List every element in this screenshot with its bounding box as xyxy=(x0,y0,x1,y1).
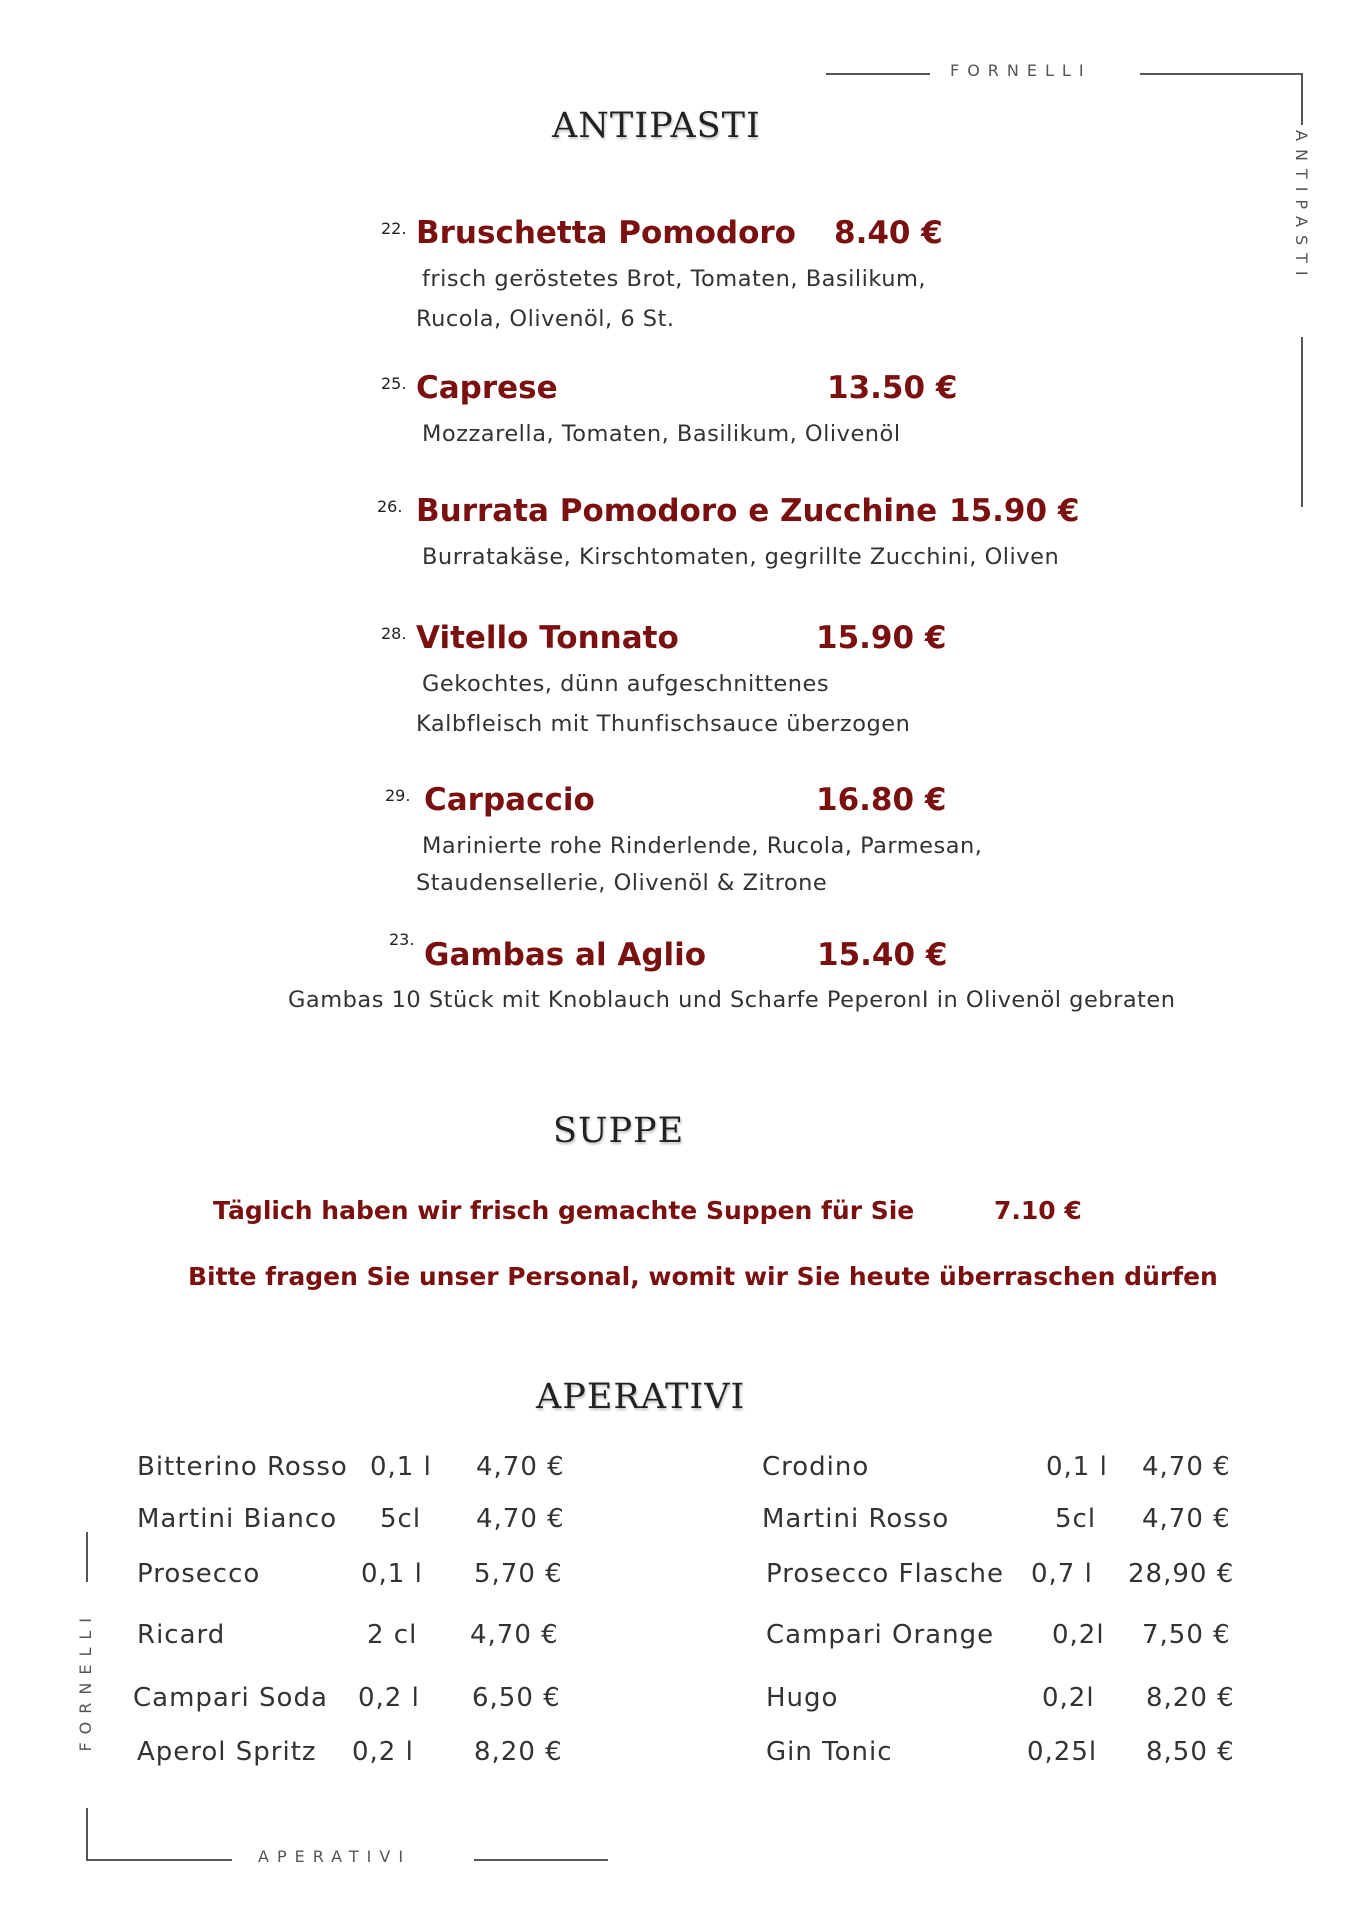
frame-top-label: FORNELLI xyxy=(950,61,1092,80)
aperitif-price: 4,70 € xyxy=(476,1452,565,1482)
frame-bottom-line-left xyxy=(86,1859,232,1861)
aperitif-name: Prosecco xyxy=(137,1559,261,1589)
dish-number: 23. xyxy=(389,930,415,949)
dish-name: Caprese xyxy=(416,370,558,406)
frame-right-line-top xyxy=(1301,73,1303,125)
aperitif-size: 0,25l xyxy=(1027,1737,1098,1767)
frame-bottom-label: APERATIVI xyxy=(258,1847,412,1866)
dish-description: Marinierte rohe Rinderlende, Rucola, Parmesan, xyxy=(422,833,983,859)
dish-description: Staudensellerie, Olivenöl & Zitrone xyxy=(416,870,828,896)
aperitif-size: 0,2l xyxy=(1052,1620,1105,1650)
dish-price: 8.40 € xyxy=(834,215,943,251)
aperitif-size: 0,7 l xyxy=(1031,1559,1093,1589)
aperitif-price: 8,50 € xyxy=(1146,1737,1235,1767)
dish-description: Gambas 10 Stück mit Knoblauch und Scharfe PeperonI in Olivenöl gebraten xyxy=(288,987,1176,1013)
dish-name: Vitello Tonnato xyxy=(416,620,679,656)
aperitif-name: Aperol Spritz xyxy=(137,1737,317,1767)
dish-price: 13.50 € xyxy=(827,370,958,406)
aperitif-size: 0,2 l xyxy=(358,1683,420,1713)
aperitif-size: 0,1 l xyxy=(1046,1452,1108,1482)
dish-name: Burrata Pomodoro e Zucchine xyxy=(416,493,938,529)
soup-line-1: Täglich haben wir frisch gemachte Suppen für Sie xyxy=(213,1196,915,1225)
aperativi-title: APERATIVI xyxy=(536,1377,746,1417)
dish-number: 28. xyxy=(381,624,407,643)
aperitif-price: 5,70 € xyxy=(474,1559,563,1589)
aperitif-name: Campari Orange xyxy=(766,1620,995,1650)
aperitif-name: Martini Bianco xyxy=(137,1504,338,1534)
aperitif-price: 8,20 € xyxy=(474,1737,563,1767)
aperitif-price: 4,70 € xyxy=(1142,1452,1231,1482)
aperitif-size: 5cl xyxy=(1055,1504,1097,1534)
dish-description: frisch geröstetes Brot, Tomaten, Basilikum, xyxy=(422,266,927,292)
frame-left-line-bottom xyxy=(86,1808,88,1861)
frame-left-label: FORNELLI xyxy=(76,1610,95,1752)
aperitif-name: Prosecco Flasche xyxy=(766,1559,1004,1589)
dish-name: Carpaccio xyxy=(424,782,595,818)
aperitif-size: 0,2 l xyxy=(352,1737,414,1767)
dish-price: 15.40 € xyxy=(817,937,948,973)
aperitif-name: Bitterino Rosso xyxy=(137,1452,348,1482)
frame-top-line-right xyxy=(1140,73,1303,75)
dish-number: 26. xyxy=(377,497,403,516)
aperitif-price: 4,70 € xyxy=(476,1504,565,1534)
soup-price: 7.10 € xyxy=(994,1196,1082,1225)
dish-number: 29. xyxy=(385,786,411,805)
aperitif-size: 0,1 l xyxy=(370,1452,432,1482)
aperitif-price: 4,70 € xyxy=(1142,1504,1231,1534)
dish-price: 15.90 € xyxy=(816,620,947,656)
soup-line-2: Bitte fragen Sie unser Personal, womit wir Sie heute überraschen dürfen xyxy=(188,1262,1218,1291)
dish-price: 15.90 € xyxy=(949,493,1080,529)
dish-description: Kalbfleisch mit Thunfischsauce überzogen xyxy=(416,711,911,737)
aperitif-name: Campari Soda xyxy=(133,1683,328,1713)
aperitif-size: 0,1 l xyxy=(361,1559,423,1589)
aperitif-size: 0,2l xyxy=(1042,1683,1095,1713)
frame-top-line-left xyxy=(826,73,930,75)
dish-number: 22. xyxy=(381,219,407,238)
frame-right-label: ANTIPASTI xyxy=(1292,130,1311,284)
aperitif-name: Crodino xyxy=(762,1452,870,1482)
frame-left-line-top xyxy=(86,1532,88,1582)
aperitif-size: 2 cl xyxy=(367,1620,418,1650)
aperitif-price: 6,50 € xyxy=(472,1683,561,1713)
aperitif-name: Ricard xyxy=(137,1620,226,1650)
frame-bottom-line-right xyxy=(474,1859,608,1861)
frame-right-line-bottom xyxy=(1301,337,1303,507)
aperitif-name: Martini Rosso xyxy=(762,1504,950,1534)
dish-description: Mozzarella, Tomaten, Basilikum, Olivenöl xyxy=(422,421,901,447)
dish-name: Bruschetta Pomodoro xyxy=(416,215,796,251)
aperitif-price: 8,20 € xyxy=(1146,1683,1235,1713)
aperitif-name: Hugo xyxy=(766,1683,839,1713)
dish-name: Gambas al Aglio xyxy=(424,937,707,973)
aperitif-price: 4,70 € xyxy=(470,1620,559,1650)
dish-number: 25. xyxy=(381,374,407,393)
aperitif-price: 7,50 € xyxy=(1142,1620,1231,1650)
aperitif-name: Gin Tonic xyxy=(766,1737,893,1767)
suppe-title: SUPPE xyxy=(553,1111,685,1151)
dish-description: Burratakäse, Kirschtomaten, gegrillte Zucchini, Oliven xyxy=(422,544,1060,570)
aperitif-size: 5cl xyxy=(380,1504,422,1534)
aperitif-price: 28,90 € xyxy=(1128,1559,1235,1589)
dish-description: Gekochtes, dünn aufgeschnittenes xyxy=(422,671,830,697)
dish-price: 16.80 € xyxy=(816,782,947,818)
antipasti-title: ANTIPASTI xyxy=(552,106,761,146)
dish-description: Rucola, Olivenöl, 6 St. xyxy=(416,306,675,332)
